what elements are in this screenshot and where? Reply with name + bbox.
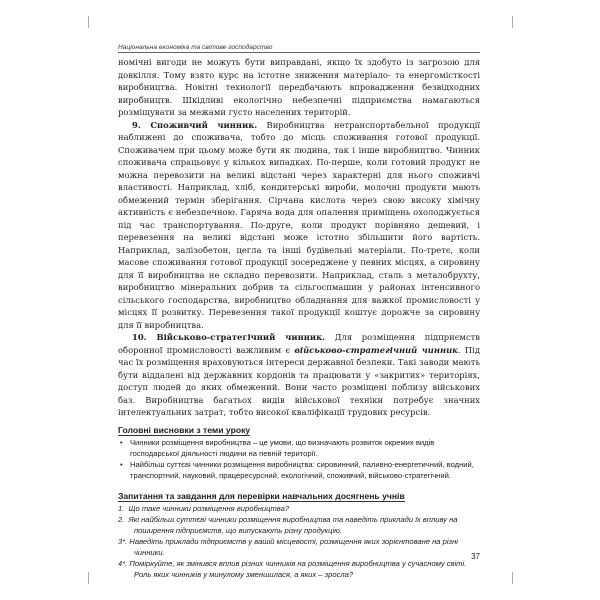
paragraph-military-factor [118,331,480,419]
crop-mark-top-left-h [88,16,89,28]
page-content [118,56,480,580]
tasks-list [118,503,480,580]
paragraph-emphasis: військово-стратегічний чинник [294,344,458,355]
conclusions-heading [118,425,480,435]
crop-mark-top-right-h [512,16,513,28]
paragraph-text: . Під час їх розміщення враховуються інтереси державної безпеки. Такі заводи мають бути віддалені від державних кордонів та працювати у «закритих» територіях, доступ людей до яких обмежений. Вони часто розміщені поблизу військових баз. Виробництва багатьох видів військової техніки потребує значних інтелектуальних затрат, тобто високої кваліфікації трудових ресурсів. [118,344,480,417]
paragraph-consumer-factor [118,119,480,332]
list-item: • Чинники розміщення виробництва – це умови, що визначають розвиток окремих видів господарської діяльності людини на певній території. [130,437,480,459]
paragraph-lead: 9. Споживчий чинник. [132,119,258,130]
header-rule [118,52,480,53]
paragraph-lead: 10. Військово-стратегічний чинник. [132,332,326,342]
list-item: 2. Які найбільш суттєві чинники розміщення виробництва та наведіть приклади їх впливу на поширення підприємств, що випускають різну продукцію. [118,514,458,535]
tasks-heading [118,491,480,501]
running-header [118,44,480,53]
list-item: 4*. Поміркуйте, як змінився вплив різних чинників на розміщення виробництва у сучасному світі. Роль яких чинників у минулому зменшилася, а яких – зросла? [118,558,467,579]
paragraph-text: Для розміщення підприємств оборонної промисловості важливим є [118,332,480,355]
list-item: 1. Що таке чинники розміщення виробництва? [118,503,290,513]
conclusions-list [118,437,480,481]
conclusions-heading-text: Головні висновки з теми уроку [118,424,251,435]
list-item: • Найбільш суттєві чинники розміщення виробництва: сировинний, паливно-енергетичний, водний, транспортний, науковий, працересурсний, екологічний, споживчий, військово-стратегічний. [130,459,480,481]
crop-mark-bottom-right [512,572,513,584]
paragraph-text: Виробництва нетранспортабельної продукції наближені до споживача, тобто до місць споживання готової продукції. Споживачем при цьому може бути як людина, так і інше виробництво. Чинник споживача спрацьовує у кількох випадках. По-перше, коли готовий продукт не можна перевозити на великі відстані через характерні для нього споживчі властивості. Наприклад, хліб, кондитерські вироби, молочні продукти мають обмежений термін зберігання. Сірчана кислота через свою високу хімічну активність є небезпечною. Гаряча вода для опалення приміщень охолоджується під час транспортування. По-друге, коли продукт порівняно дешевий, і перевезення на великі відстані може істотно збільшити його вартість. Наприклад, залізобетон, цегла та інші будівельні матеріали. По-третє, коли масове споживання готової продукції зосереджене у певних місцях, а сировину для її виробництва не складно перевозити. Наприклад, сталь з металобрухту, виробництво мінеральних добрив та сільгоспмашин у районах інтенсивного сільського господарства, виробництво обладнання для важкої промисловості у місцях її розвитку. Перевезення такої продукції коштує дорожче за сировину для її виробництва. [118,119,480,330]
tasks-heading-text: Запитання та завдання для перевірки навчальних досягнень учнів [118,490,405,501]
page-number: 37 [471,552,480,561]
paragraph-text: номічні вигоди не можуть бути виправдані, якщо їх здобуто із загрозою для довкілля. Тому взято курс на істотне зниження матеріало- та енергомісткості виробництва. Новітні технології передбачають впровадження безвідходних виробництв. Шкідливі екологічно небезпечні підприємства намагаються розміщувати за межами густо населених територій. [118,57,480,117]
running-header-title: Національна економіка та світове господарство [118,44,273,51]
paragraph-continuation [118,56,480,119]
crop-mark-bottom-left [88,572,89,584]
list-item: 3*. Наведіть приклади підприємств у вашій місцевості, розміщення яких зорієнтоване на різні чинники. [118,536,458,557]
